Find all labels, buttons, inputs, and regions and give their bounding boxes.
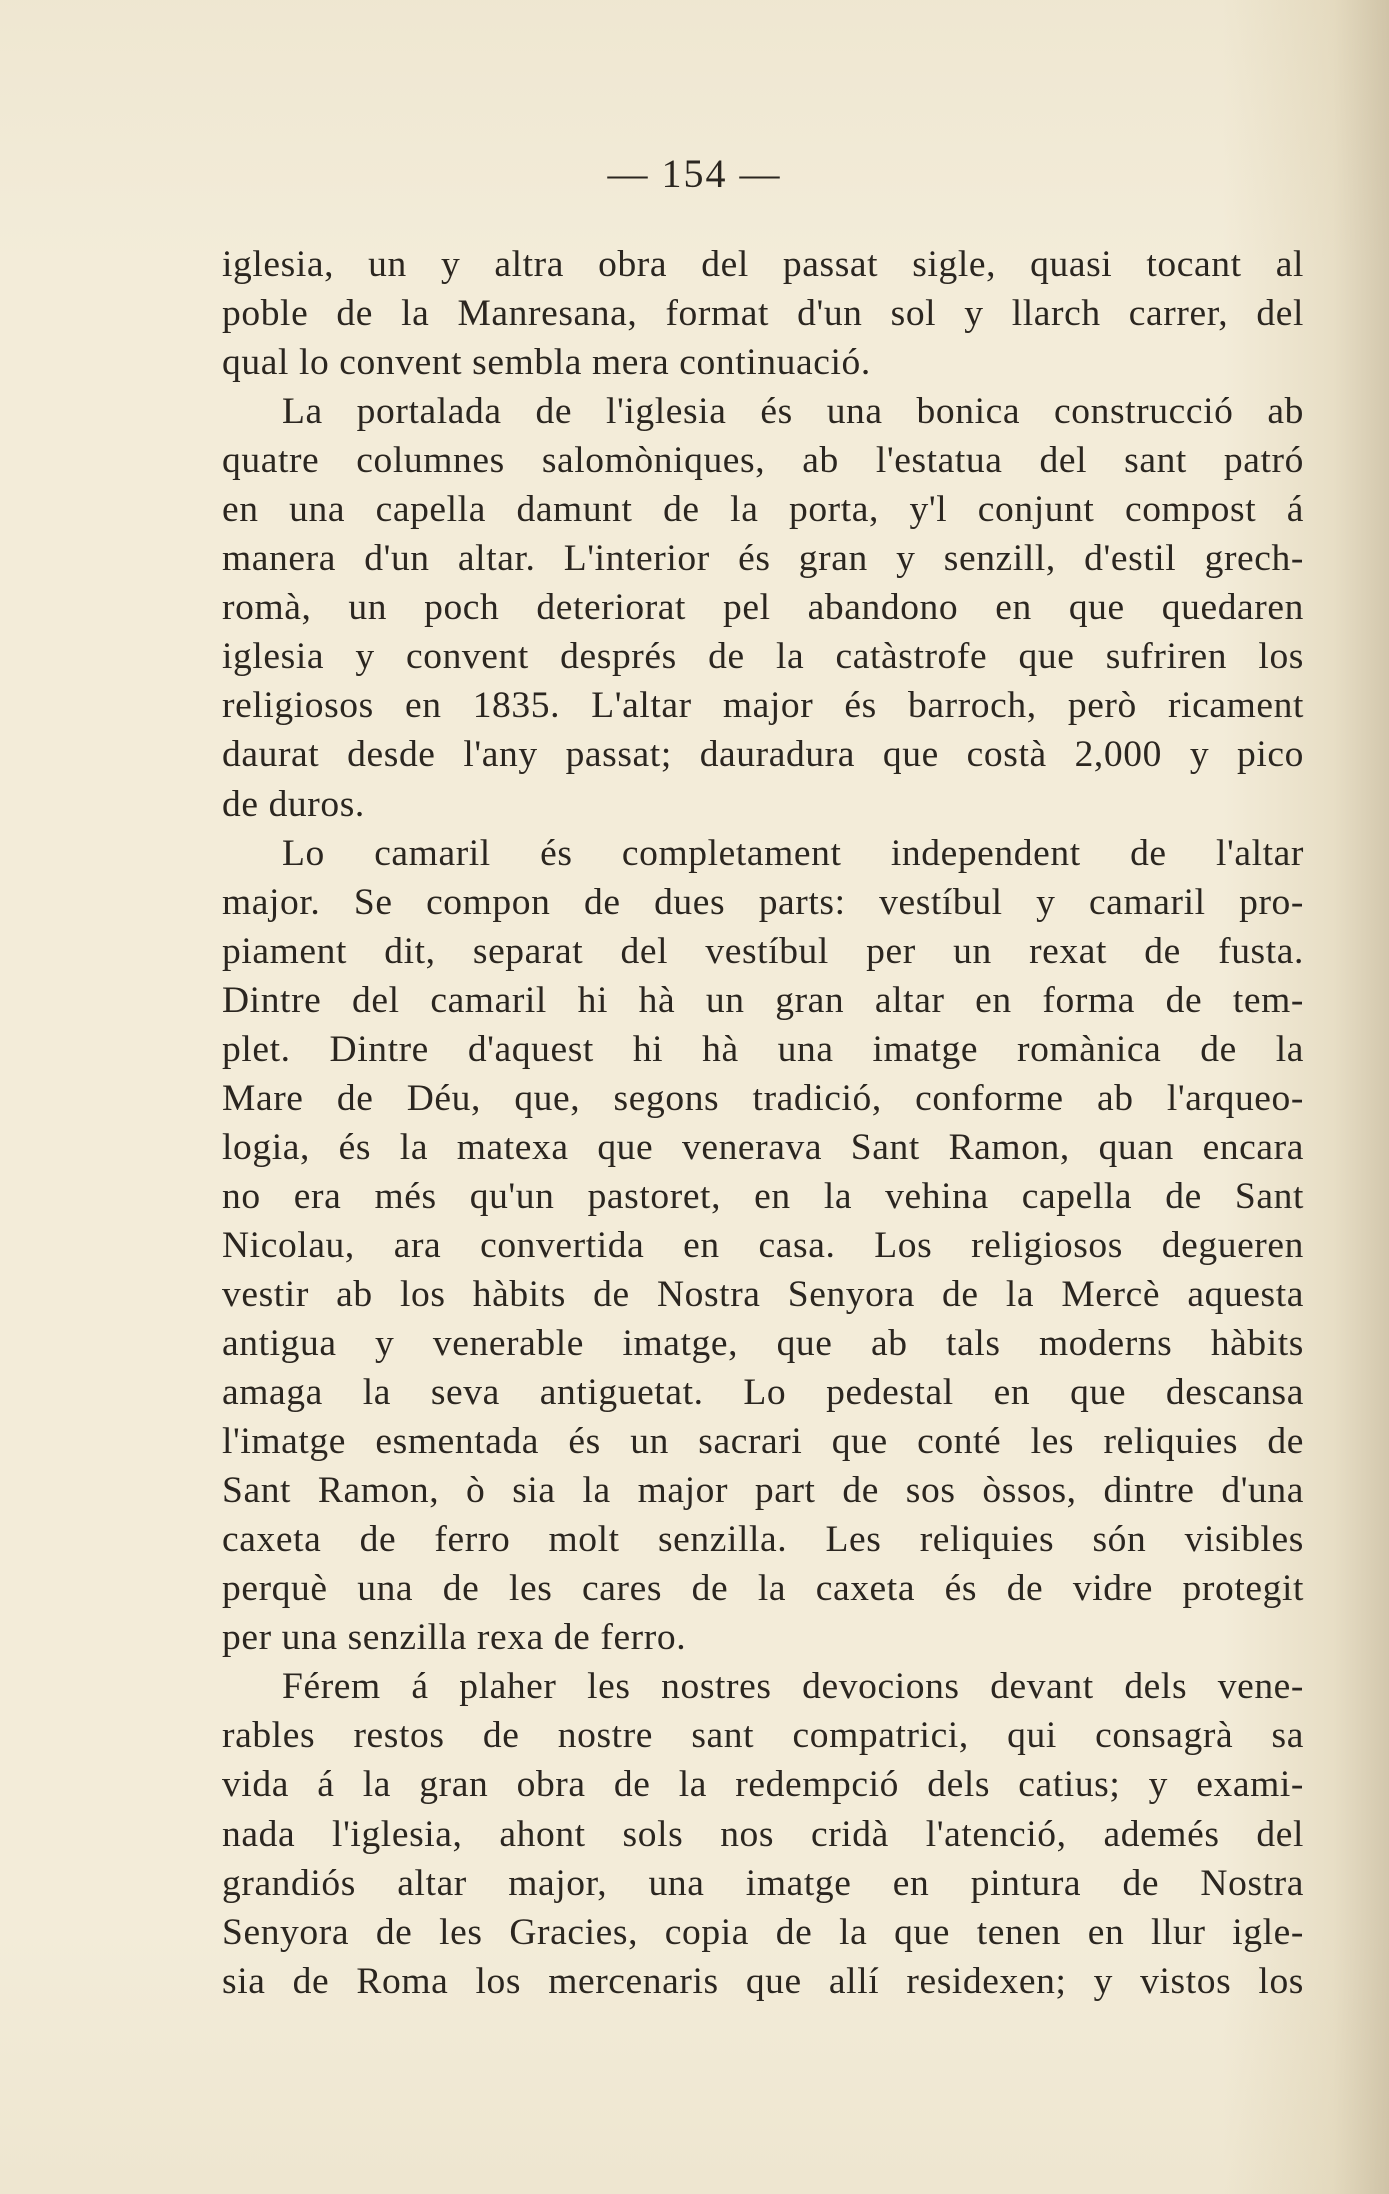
text-line: iglesia y convent després de la catàstrofe que sufriren los [222,636,1304,678]
text-line: manera d'un altar. L'interior és gran y senzill, d'estil grech- [222,538,1304,580]
text-line: nada l'iglesia, ahont sols nos cridà l'atenció, ademés del [222,1813,1304,1855]
text-line: grandiós altar major, una imatge en pintura de Nostra [222,1862,1304,1904]
text-line: sia de Roma los mercenaris que allí residexen; y vistos los [222,1960,1304,2002]
text-line: major. Se compon de dues parts: vestíbul y camaril pro- [222,881,1304,923]
text-line: quatre columnes salomòniques, ab l'estatua del sant patró [222,440,1304,482]
text-line: Sant Ramon, ò sia la major part de sos òssos, dintre d'una [222,1470,1304,1512]
text-line: en una capella damunt de la porta, y'l conjunt compost á [222,489,1304,531]
text-line: La portalada de l'iglesia és una bonica construcció ab [282,391,1304,433]
page-number: — 154 — [607,151,782,196]
text-line: de duros. [222,783,365,825]
text-line: rables restos de nostre sant compatrici, qui consagrà sa [222,1715,1304,1757]
text-line: caxeta de ferro molt senzilla. Les reliquies són visibles [222,1519,1304,1561]
text-line: perquè una de les cares de la caxeta és de vidre protegit [222,1568,1304,1610]
text-line: logia, és la matexa que venerava Sant Ramon, quan encara [222,1126,1304,1168]
text-line: daurat desde l'any passat; dauradura que costà 2,000 y pico [222,734,1304,776]
text-line: no era més qu'un pastoret, en la vehina capella de Sant [222,1175,1304,1217]
text-line: Dintre del camaril hi hà un gran altar en forma de tem- [222,979,1304,1021]
text-line: plet. Dintre d'aquest hi hà una imatge romànica de la [222,1028,1304,1070]
text-line: Férem á plaher les nostres devocions devant dels vene- [282,1666,1304,1708]
text-line: Mare de Déu, que, segons tradició, conforme ab l'arqueo- [222,1077,1304,1119]
text-line: per una senzilla rexa de ferro. [222,1617,687,1659]
body-text [222,240,1304,2006]
text-line: qual lo convent sembla mera continuació. [222,342,871,384]
text-line: poble de la Manresana, format d'un sol y llarch carrer, del [222,293,1304,335]
text-line: Senyora de les Gracies, copia de la que tenen en llur igle- [222,1911,1304,1953]
text-line: romà, un poch deteriorat pel abandono en que quedaren [222,587,1304,629]
text-line: Nicolau, ara convertida en casa. Los religiosos degueren [222,1224,1304,1266]
text-line: Lo camaril és completament independent de l'altar [282,832,1304,874]
text-line: amaga la seva antiguetat. Lo pedestal en que descansa [222,1372,1304,1414]
text-line: iglesia, un y altra obra del passat sigle, quasi tocant al [222,244,1304,285]
text-line: antigua y venerable imatge, que ab tals moderns hàbits [222,1323,1304,1365]
text-line: religiosos en 1835. L'altar major és barroch, però ricament [222,685,1304,727]
text-line: vida á la gran obra de la redempció dels catius; y exami- [222,1764,1304,1806]
text-line: l'imatge esmentada és un sacrari que conté les reliquies de [222,1421,1304,1463]
text-line: piament dit, separat del vestíbul per un rexat de fusta. [222,930,1304,972]
text-line: vestir ab los hàbits de Nostra Senyora de la Mercè aquesta [222,1273,1304,1315]
